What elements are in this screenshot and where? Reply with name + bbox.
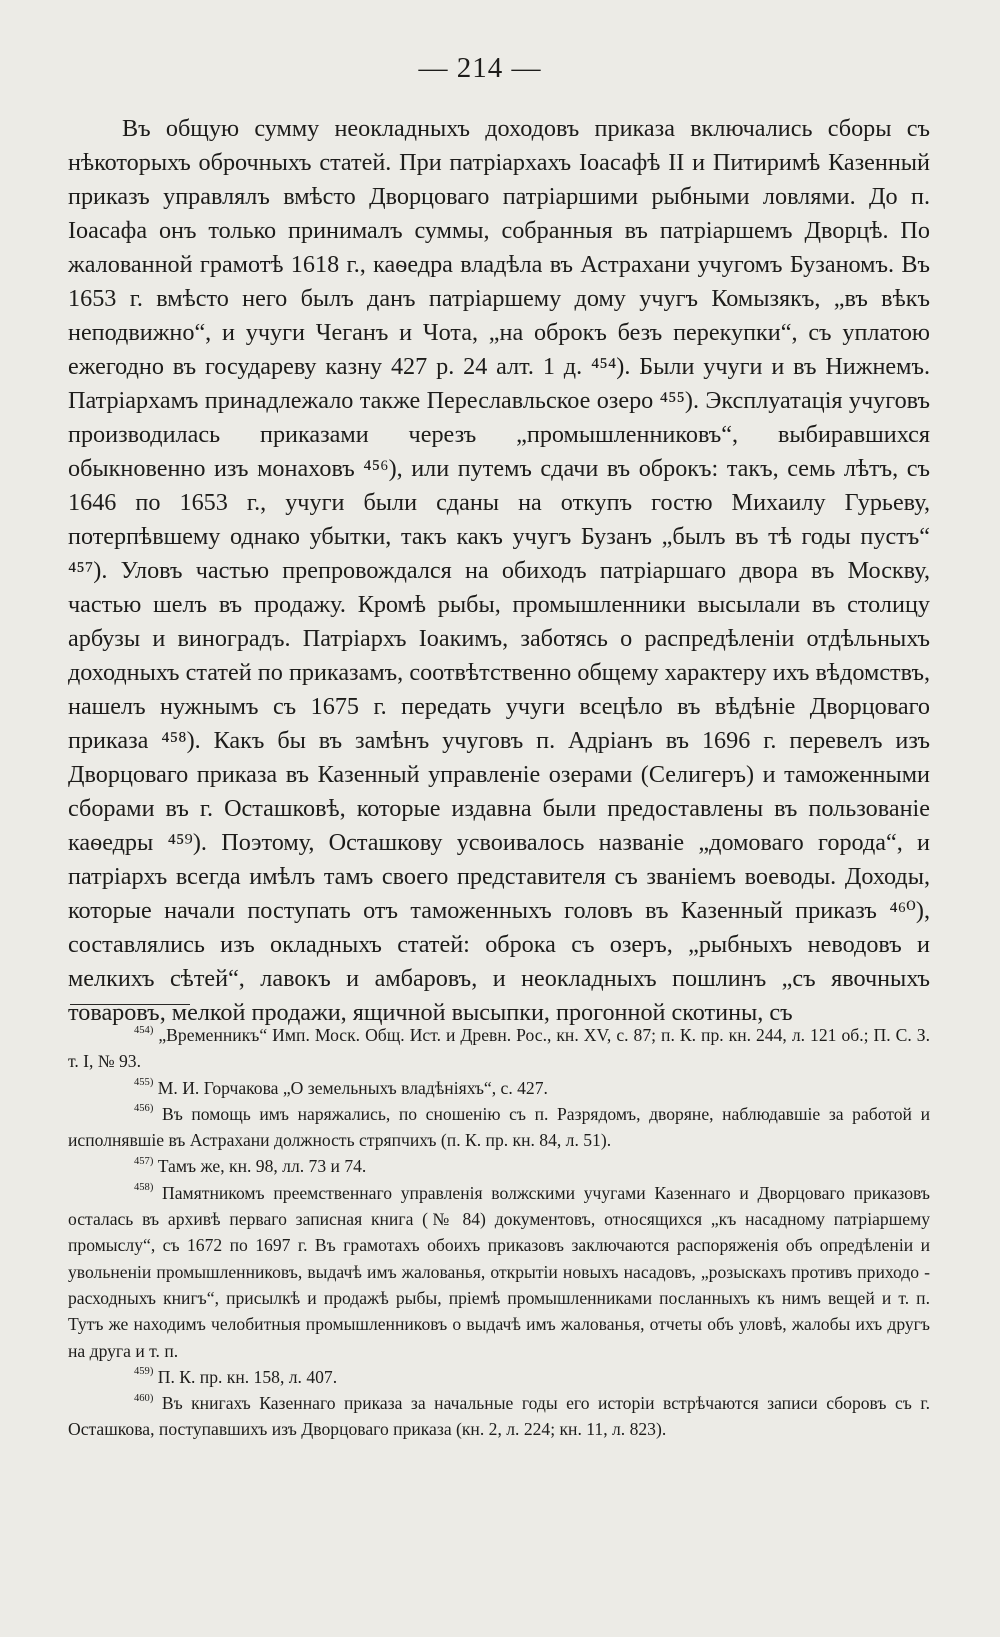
footnote-mark: 458) bbox=[134, 1182, 154, 1194]
footnote-459 bbox=[68, 1364, 930, 1390]
footnote-mark: 460) bbox=[134, 1392, 154, 1404]
footnote-458 bbox=[68, 1180, 930, 1364]
footnote-455 bbox=[68, 1075, 930, 1101]
body-paragraph: Въ общую сумму неокладныхъ доходовъ приказа включались сборы съ нѣкоторыхъ оброчныхъ статей. При патріархахъ Іоасафѣ II и Питиримѣ Казенный приказъ управлялъ вмѣсто Дворцоваго патріаршими рыбными ловлями. До п. Іоасафа онъ только принималъ суммы, собранныя въ патріаршемъ Дворцѣ. По жалованной грамотѣ 1618 г., каѳедра владѣла въ Астрахани учугомъ Бузаномъ. Въ 1653 г. вмѣсто него былъ данъ патріаршему дому учугъ Комызякъ, „въ вѣкъ неподвижно“, и учуги Чеганъ и Чота, „на оброкъ безъ перекупки“, съ уплатою ежегодно въ государеву казну 427 р. 24 алт. 1 д. ⁴⁵⁴). Были учуги и въ Нижнемъ. Патріархамъ принадлежало также Переславльское озеро ⁴⁵⁵). Эксплуатація учуговъ производилась приказами черезъ „промышленниковъ“, выбиравшихся обыкновенно изъ монаховъ ⁴⁵⁶), или путемъ сдачи въ оброкъ: такъ, семь лѣтъ, съ 1646 по 1653 г., учуги были сданы на откупъ гостю Михаилу Гурьеву, потерпѣвшему однако убытки, такъ какъ учугъ Бузанъ „былъ въ тѣ годы пустъ“ ⁴⁵⁷). Уловъ частью препровождался на обиходъ патріаршаго двора въ Москву, частью шелъ въ продажу. Кромѣ рыбы, промышленники высылали въ столицу арбузы и виноградъ. Патріархъ Іоакимъ, заботясь о распредѣленіи отдѣльныхъ доходныхъ статей по приказамъ, соотвѣтственно общему характеру ихъ вѣдомствъ, нашелъ нужнымъ съ 1675 г. передать учуги всецѣло въ вѣдѣніе Дворцоваго приказа ⁴⁵⁸). Какъ бы въ замѣнъ учуговъ п. Адріанъ въ 1696 г. перевелъ изъ Дворцоваго приказа въ Казенный управленіе озерами (Селигеръ) и таможенными сборами въ г. Осташковѣ, которые издавна были предоставлены въ пользованіе каѳедры ⁴⁵⁹). Поэтому, Осташкову усвоивалось названіе „домоваго города“, и патріархъ всегда имѣлъ тамъ своего представителя съ званіемъ воеводы. Доходы, которые начали поступать отъ таможенныхъ головъ въ Казенный приказъ ⁴⁶⁰), составлялись изъ окладныхъ статей: оброка съ озеръ, „рыбныхъ неводовъ и мелкихъ сѣтей“, лавокъ и амбаровъ, и неокладныхъ пошлинъ „съ явочныхъ товаровъ, мелкой продажи, ящичной высыпки, прогонной скотины, съ bbox=[68, 115, 930, 1026]
footnote-mark: 456) bbox=[134, 1103, 154, 1115]
footnote-text: Въ помощь имъ наряжались, по сношенію съ п. Разрядомъ, дворяне, наблюдавшіе за работой и исполнявшіе въ Астрахани должность стряпчихъ (п. К. пр. кн. 84, л. 51). bbox=[68, 1103, 930, 1151]
footnote-separator bbox=[70, 1004, 190, 1005]
footnote-text: Тамъ же, кн. 98, лл. 73 и 74. bbox=[157, 1156, 367, 1177]
footnote-text: П. К. пр. кн. 158, л. 407. bbox=[157, 1366, 338, 1387]
footnote-mark: 455) bbox=[134, 1077, 154, 1089]
main-text bbox=[68, 112, 930, 1030]
page-number: — 214 — bbox=[418, 52, 542, 84]
footnote-mark: 459) bbox=[134, 1366, 154, 1378]
footnote-mark: 454) bbox=[134, 1024, 154, 1036]
footnote-mark: 457) bbox=[134, 1156, 154, 1168]
footnote-454 bbox=[68, 1022, 930, 1075]
footnote-text: Въ книгахъ Казеннаго приказа за начальные годы его исторіи встрѣчаются записи сборовъ съ г. Осташкова, поступавшихъ изъ Дворцоваго приказа (кн. 2, л. 224; кн. 11, л. 823). bbox=[68, 1393, 931, 1440]
footnote-456 bbox=[68, 1101, 930, 1154]
footnote-text: „Временникъ“ Имп. Моск. Общ. Ист. и Древн. Рос., кн. XV, с. 87; п. К. пр. кн. 244, л. 121 об.; П. С. З. т. I, № 93. bbox=[68, 1025, 930, 1072]
footnote-text: Памятникомъ преемственнаго управленія волжскими учугами Казеннаго и Дворцоваго приказовъ осталась въ архивѣ перваго записная книга (№ 84) документовъ, относящихся „къ насадному патріаршему промыслу“, съ 1672 по 1697 г. Въ грамотахъ обоихъ приказовъ заключаются распоряженія объ опредѣленіи и увольненіи промышленниковъ, выдачѣ имъ жалованья, открытіи новыхъ насадовъ, „розыскахъ противъ приходо - расходныхъ книгъ“, присылкѣ и продажѣ рыбы, пріемѣ промышленниками посланныхъ къ нимъ вещей и т. п. Тутъ же находимъ челобитныя промышленниковъ о выдачѣ имъ жалованья, отчеты объ уловѣ, жалобы ихъ другъ на друга и т. п. bbox=[68, 1182, 930, 1361]
footnote-457 bbox=[68, 1153, 930, 1179]
footnotes bbox=[68, 1022, 930, 1443]
footnote-text: М. И. Горчакова „О земельныхъ владѣніяхъ“, с. 427. bbox=[157, 1077, 548, 1098]
footnote-460 bbox=[68, 1390, 930, 1443]
